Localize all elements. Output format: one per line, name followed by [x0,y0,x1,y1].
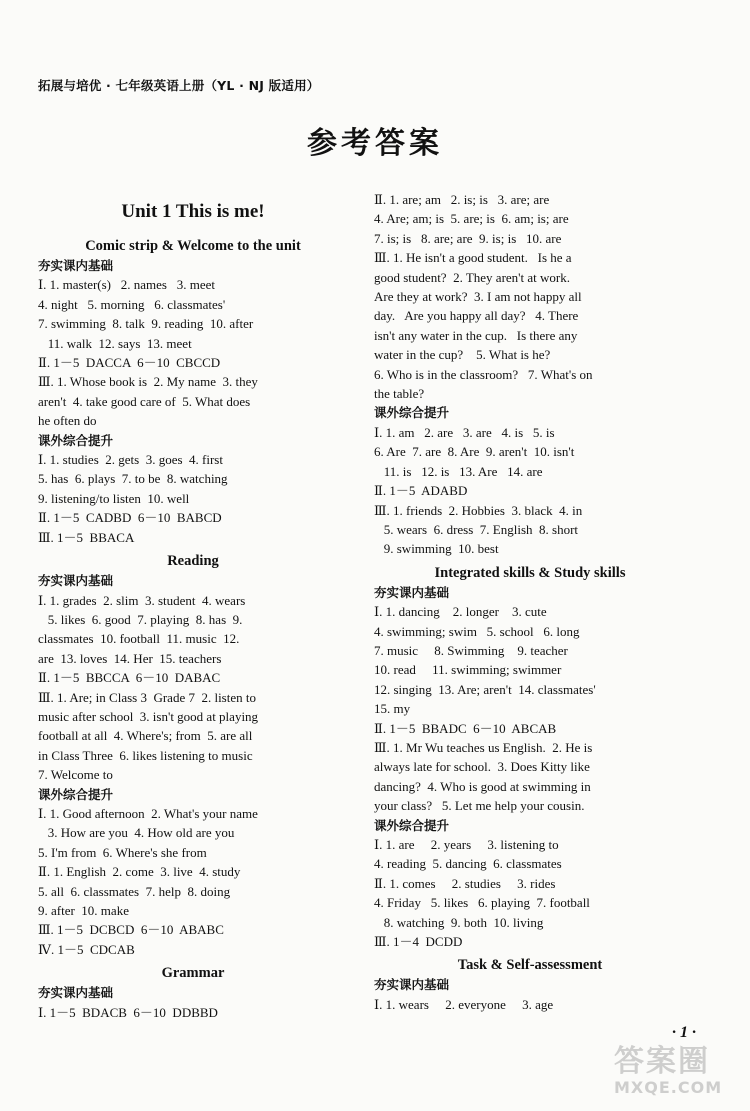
page-number: · 1 · [672,1024,696,1041]
page-title: 参考答案 [307,126,443,161]
section-title-integrated-skills: Integrated skills & Study skills [434,564,626,581]
section-title-task: Task & Self-assessment [457,957,603,974]
section-title-comic-strip: Comic strip & Welcome to the unit [85,238,301,254]
answer-block: Ⅰ. 1. grades 2. slim 3. student 4. wears 5. likes 6. good 7. playing 8. has 9. classmates 10. football 11. music 12. are 13. loves 14. Her 15. teachers Ⅱ. 1－5 BBCCA 6－10 DABAC Ⅲ. 1. Are; in Class 3 Grade 7 2. listen to music after school 3. isn't good at playing football at all 4. Where's; from 5. are all in Class Three 6. likes listening to music 7. Welcome to [38,592,259,783]
subsection-heading: 夯实课内基础 [38,573,114,589]
watermark-logo-text: 答案圈 [614,1044,710,1079]
answer-block: Ⅰ. 1. dancing 2. longer 3. cute 4. swimming; swim 5. school 6. long 7. music 8. Swimming 9. teacher 10. read 11. swimming; swimmer 12. singing 13. Are; aren't 14. classmates' 15. my Ⅱ. 1－5 BBADC 6－10 ABCAB Ⅲ. 1. Mr Wu teaches us English. 2. He is always late for school. 3. Does Kitty like dancing? 4. Who is good at swimming in your class? 5. Let me help your cousin. [374,604,596,814]
section-title-reading: Reading [167,553,219,570]
subsection-heading: 课外综合提升 [38,432,114,448]
section-title-grammar: Grammar [161,965,225,982]
answer-block: Ⅰ. 1－5 BDACB 6－10 DDBBD [38,1004,218,1020]
subsection-heading: 夯实课内基础 [374,977,450,993]
subsection-heading: 夯实课内基础 [38,258,114,273]
answer-block: Ⅰ. 1. studies 2. gets 3. goes 4. first 5. has 6. plays 7. to be 8. watching 9. listening/to listen 10. well Ⅱ. 1－5 CADBD 6－10 BABCD Ⅲ. 1－5 BBACA [38,452,228,545]
answer-block: Ⅰ. 1. Good afternoon 2. What's your name 3. How are you 4. How old are you 5. I'm from 6. Where's she from Ⅱ. 1. English 2. come 3. live 4. study 5. all 6. classmates 7. help 8. doing 9. after 10. make Ⅲ. 1－5 DCBCD 6－10 ABABC Ⅳ. 1－5 CDCAB [38,805,258,957]
answer-block: Ⅰ. 1. am 2. are 3. are 4. is 5. is 6. Are 7. are 8. Are 9. aren't 10. isn't 11. is 12. is 13. Are 14. are Ⅱ. 1－5 ADABD Ⅲ. 1. friends 2. Hobbies 3. black 4. in 5. wears 6. dress 7. English 8. short 9. swimming 10. best [374,424,583,557]
answer-block: Ⅰ. 1. wears 2. everyone 3. age [374,996,554,1012]
subsection-heading: 课外综合提升 [374,817,450,833]
unit-title: Unit 1 This is me! [121,201,265,222]
left-column [38,198,348,1022]
watermark-logo [614,1046,722,1097]
answer-block: Ⅰ. 1. are 2. years 3. listening to 4. reading 5. dancing 6. classmates Ⅱ. 1. comes 2. studies 3. rides 4. Friday 5. likes 6. playing 7. football 8. watching 9. both 10. living Ⅲ. 1－4 DCDD [374,837,590,950]
subsection-heading: 课外综合提升 [38,786,114,802]
answer-block: Ⅱ. 1. are; am 2. is; is 3. are; are 4. Are; am; is 5. are; is 6. am; is; are 7. is; is 8. are; are 9. is; is 10. are Ⅲ. 1. He isn't a good student. Is he a good student? 2. They aren't at work. Are they at work? 3. I am not happy all day. Are you happy all day? 4. There isn't any water in the cup. Is there any water in the cup? 5. What is he? 6. Who is in the classroom? 7. What's on the table? [374,192,593,402]
answer-block: Ⅰ. 1. master(s) 2. names 3. meet 4. night 5. morning 6. classmates' 7. swimming 8. talk 9. reading 10. after 11. walk 12. says 13. meet Ⅱ. 1－5 DACCA 6－10 CBCCD Ⅲ. 1. Whose book is 2. My name 3. they aren't 4. take good care of 5. What does he often do [38,277,258,429]
page-header: 拓展与培优 · 七年级英语上册（YL · NJ 版适用） [38,78,320,93]
subsection-heading: 课外综合提升 [374,405,450,421]
subsection-heading: 夯实课内基础 [374,584,450,600]
right-column [374,190,686,1014]
subsection-heading: 夯实课内基础 [38,985,114,1001]
watermark-url: MXQE.COM [614,1078,723,1097]
